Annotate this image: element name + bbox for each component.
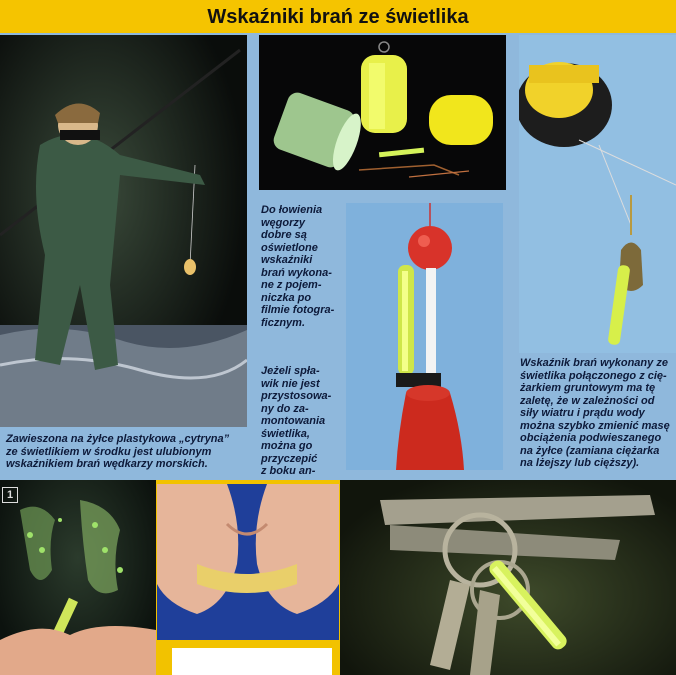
caption-line: obciążenia podwieszanego <box>520 432 662 444</box>
caption-sinker-indicator <box>520 357 676 470</box>
photo-sinker-glowstick <box>519 35 676 353</box>
caption-line: można szybko zmienić masę <box>520 419 670 432</box>
caption-line: ze świetlikiem w środku jest ulubionym <box>6 445 212 458</box>
caption-line: montowania <box>261 415 326 427</box>
caption-line: zaletę, że w zależności od <box>520 394 655 407</box>
blank-caption-box <box>172 648 332 675</box>
caption-line: przyczepić <box>261 452 318 465</box>
caption-line: z boku an- <box>261 465 316 477</box>
caption-line: oświetlone <box>261 241 318 254</box>
caption-line: wskaźnikiem brań wędkarzy morskich. <box>6 458 208 470</box>
caption-line: dobre są <box>261 229 307 241</box>
photo-keys-glowstick <box>340 480 676 675</box>
photo-bending-glowstick <box>157 484 339 640</box>
photo-glow-containers <box>259 35 506 190</box>
caption-float <box>261 365 345 478</box>
caption-line: świetlika, <box>261 427 310 440</box>
caption-line: brań wykona- <box>261 266 332 279</box>
caption-line: można go <box>261 440 313 452</box>
caption-line: przystosowa- <box>261 390 332 402</box>
caption-line: świetlika połączonego z cię- <box>520 369 667 382</box>
photo-night-angler <box>0 35 247 427</box>
page-title: Wskaźniki brań ze świetlika <box>0 0 676 34</box>
caption-eel-indicators <box>261 204 345 329</box>
caption-line: Jeżeli spła- <box>261 365 320 377</box>
caption-line: ficznym. <box>261 316 306 329</box>
caption-line: wik nie jest <box>261 377 320 390</box>
caption-line: siły wiatru i prądu wody <box>520 407 645 419</box>
caption-line: Do łowienia <box>261 204 323 216</box>
caption-line: ne z pojem- <box>261 279 322 291</box>
photo-glowing-bait <box>0 480 156 675</box>
caption-line: na żyłce (zamiana ciężarka <box>520 444 660 457</box>
caption-night-angler <box>6 433 251 471</box>
caption-line: żarkiem gruntowym ma tę <box>520 382 656 394</box>
caption-line: Wskaźnik brań wykonany ze <box>520 357 668 369</box>
caption-line: ny do za- <box>261 402 309 415</box>
caption-line: na lżejszy lub cięższy). <box>520 457 640 469</box>
caption-line: węgorzy <box>261 216 306 229</box>
caption-line: wskaźniki <box>261 254 313 266</box>
figure-number-badge: 1 <box>2 487 18 503</box>
caption-line: filmie fotogra- <box>261 304 335 316</box>
caption-line: Zawieszona na żyłce plastykowa „cytryna” <box>6 433 230 445</box>
caption-line: niczka po <box>261 291 312 304</box>
photo-float-glowstick <box>346 203 503 470</box>
